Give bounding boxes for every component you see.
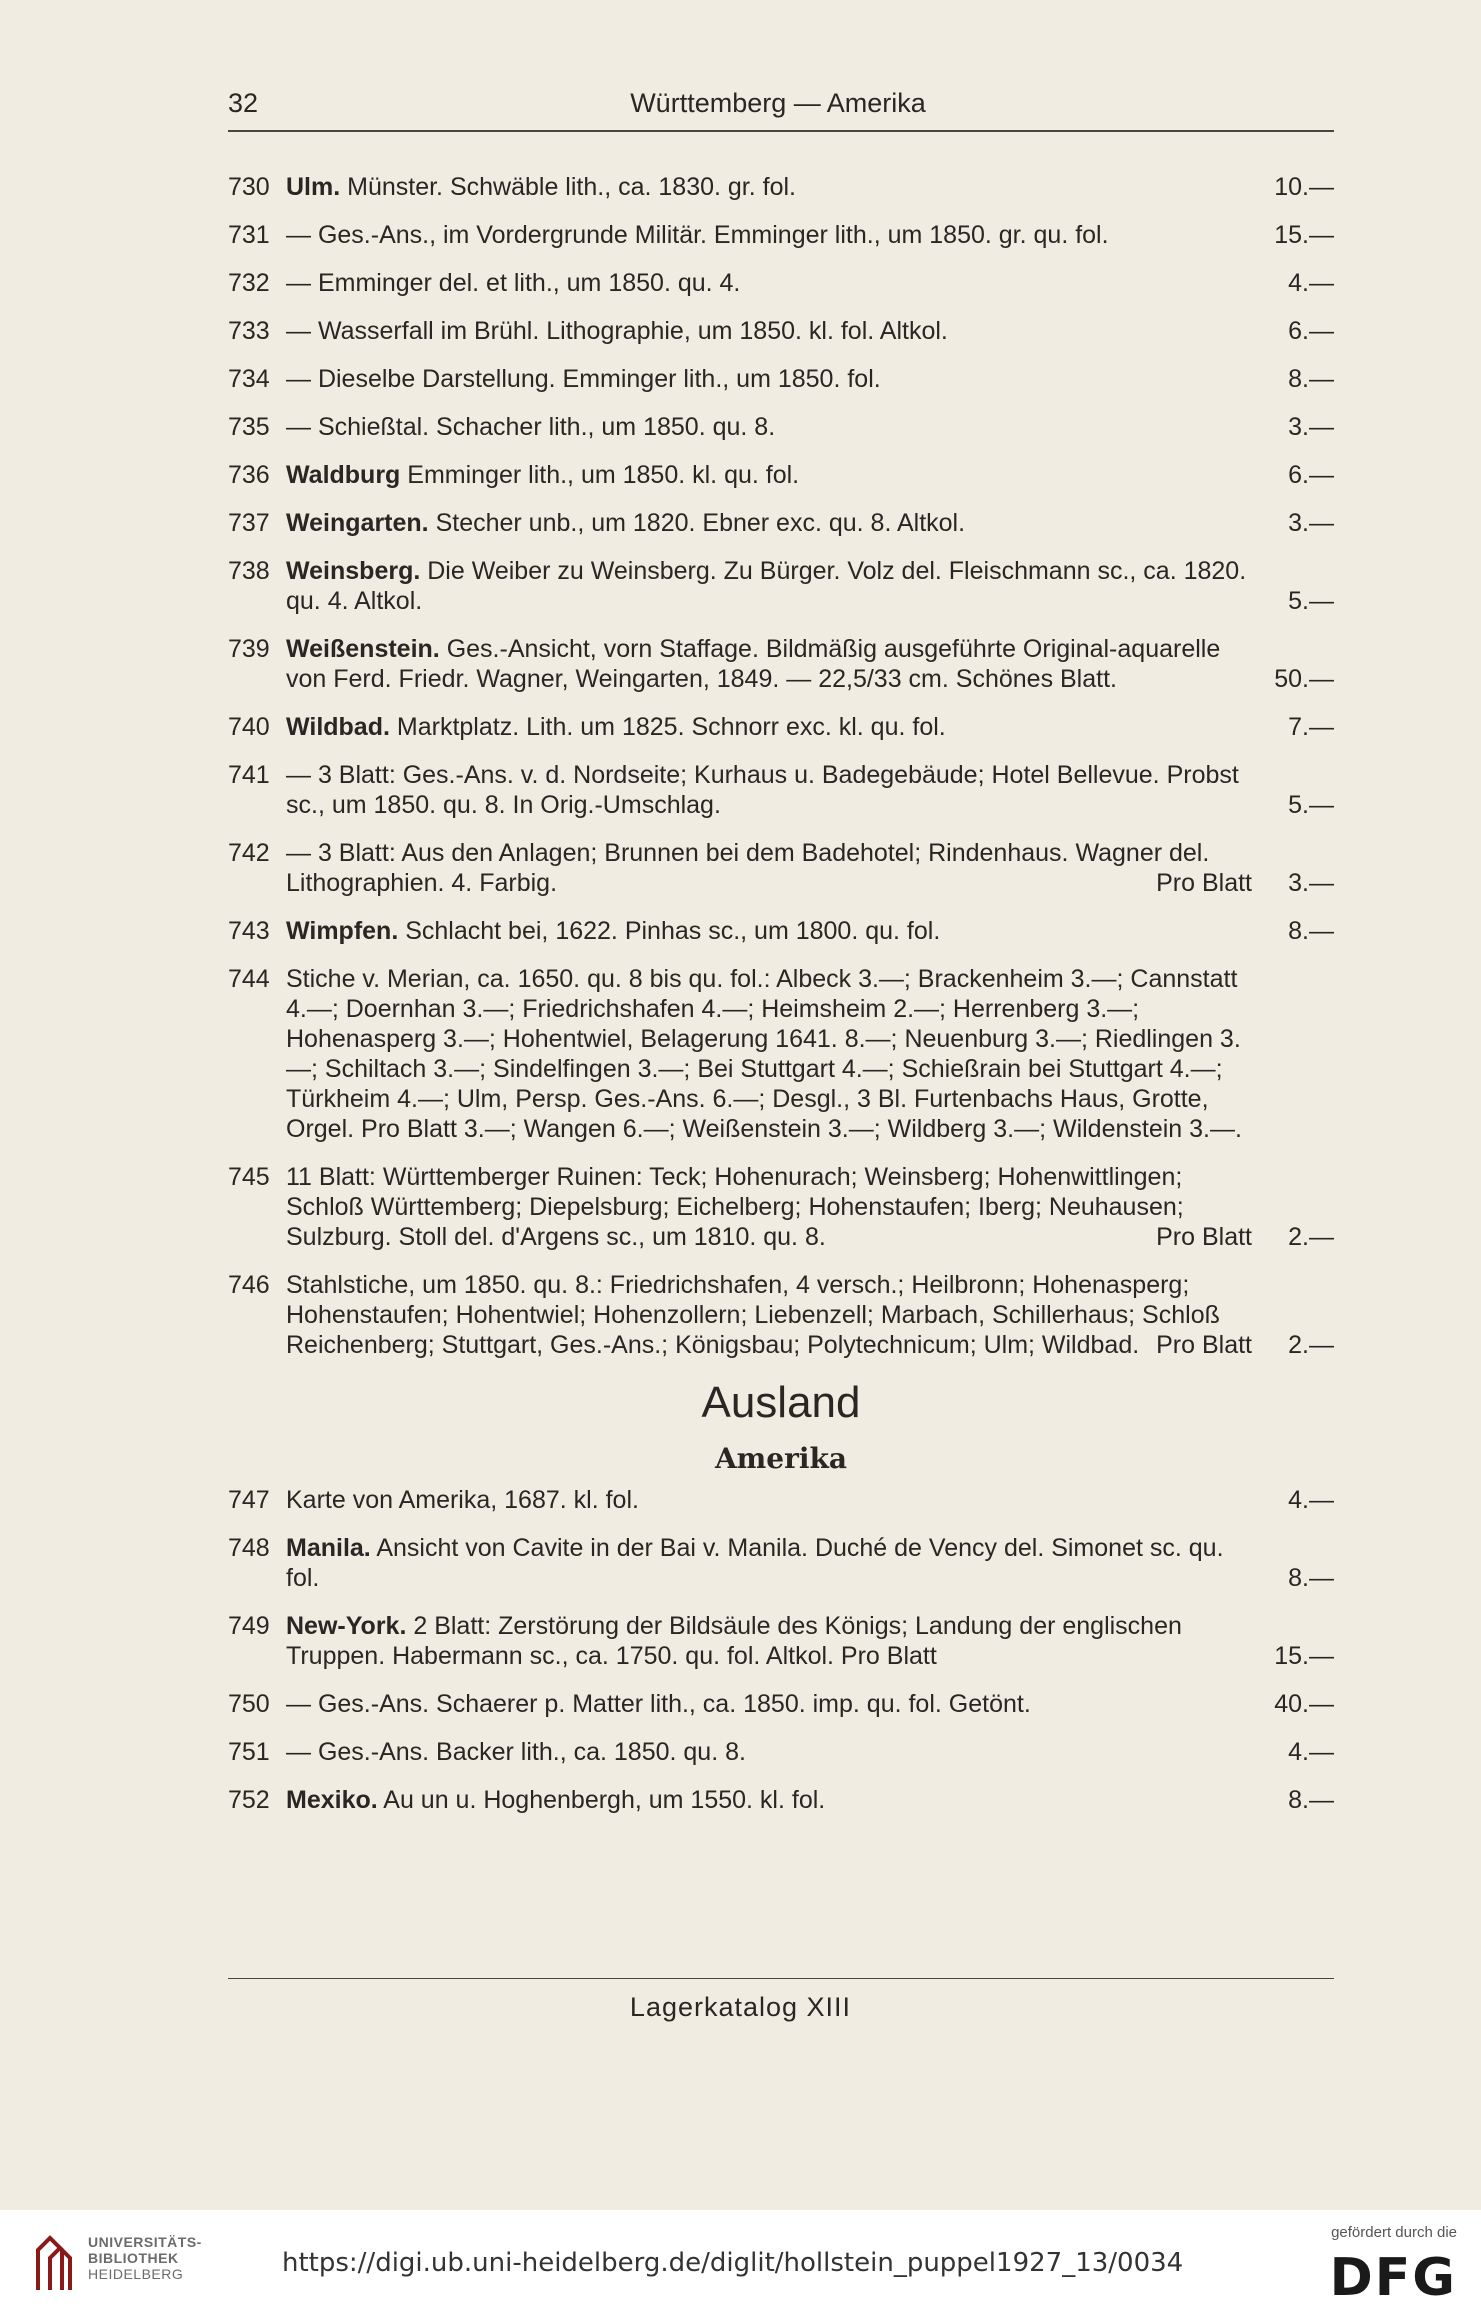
entry-price: 3.—	[1288, 413, 1334, 441]
entry-place: Weißenstein.	[286, 635, 440, 663]
entry-price: 4.—	[1288, 1738, 1334, 1766]
entry-description	[286, 1485, 1264, 1515]
entry-description	[286, 220, 1264, 250]
entry-text: Karte von Amerika, 1687. kl. fol.	[286, 1486, 639, 1514]
entry-price: 6.—	[1288, 461, 1334, 489]
entry-text: 11 Blatt: Württemberger Ruinen: Teck; Hohenurach; Weinsberg; Hohenwittlingen; Schloß Württemberg; Diepelsburg; Eichelberg; Hohenstaufen; Iberg; Neuhausen; Sulzburg. Stoll del. d'Argens sc., um 1810. qu. 8.	[286, 1163, 1184, 1251]
entry-price: 8.—	[1288, 1564, 1334, 1592]
entry-number: 752	[228, 1786, 270, 1814]
entry-number: 746	[228, 1271, 270, 1299]
entry-place: Mexiko.	[286, 1786, 378, 1814]
entry-per-sheet: Pro Blatt	[1156, 1223, 1252, 1251]
entry-text: — Ges.-Ans. Schaerer p. Matter lith., ca. 1850. imp. qu. fol. Getönt.	[286, 1690, 1031, 1718]
running-head	[222, 88, 1334, 128]
entry-place: Wimpfen.	[286, 917, 399, 945]
entry-price: 3.—	[1288, 509, 1334, 537]
catalog-entry	[228, 268, 1334, 298]
entry-number: 747	[228, 1486, 270, 1514]
catalog-entry	[228, 460, 1334, 490]
entry-text: — 3 Blatt: Ges.-Ans. v. d. Nordseite; Kurhaus u. Badegebäude; Hotel Bellevue. Probst sc., um 1850. qu. 8. In Orig.-Umschlag.	[286, 761, 1239, 819]
entry-number: 745	[228, 1163, 270, 1191]
section-subtitle: Amerika	[714, 1442, 848, 1475]
entry-number: 751	[228, 1738, 270, 1766]
entry-description	[286, 460, 1264, 490]
entry-number: 750	[228, 1690, 270, 1718]
entry-description	[286, 712, 1264, 742]
catalog-entry	[228, 916, 1334, 946]
footer-rule	[228, 1978, 1334, 1979]
entry-place: Waldburg	[286, 461, 401, 489]
entry-list-wuerttemberg	[228, 172, 1334, 1360]
entry-place: Wildbad.	[286, 713, 390, 741]
entry-description	[286, 916, 1264, 946]
viewer-bottom-bar	[0, 2210, 1481, 2321]
entry-text: Au un u. Hoghenbergh, um 1550. kl. fol.	[377, 1786, 826, 1814]
entry-number: 740	[228, 713, 270, 741]
entry-per-sheet: Pro Blatt	[1156, 869, 1252, 897]
entry-text: — Schießtal. Schacher lith., um 1850. qu. 8.	[286, 413, 776, 441]
entry-number: 734	[228, 365, 270, 393]
entry-place: New-York.	[286, 1612, 407, 1640]
entry-description	[286, 268, 1264, 298]
entry-description	[286, 172, 1264, 202]
entry-place: Weinsberg.	[286, 557, 421, 585]
catalog-entry	[228, 1785, 1334, 1815]
entry-price: 8.—	[1288, 917, 1334, 945]
entry-description	[286, 508, 1264, 538]
catalog-entry	[228, 712, 1334, 742]
entry-description	[286, 1785, 1264, 1815]
funding-note: gefördert durch die	[1331, 2224, 1457, 2241]
entry-number: 732	[228, 269, 270, 297]
entry-text: Schlacht bei, 1622. Pinhas sc., um 1800. qu. fol.	[398, 917, 941, 945]
entry-text: Emminger lith., um 1850. kl. qu. fol.	[400, 461, 800, 489]
library-line-2: BIBLIOTHEK	[88, 2250, 179, 2266]
entry-number: 731	[228, 221, 270, 249]
catalog-entry	[228, 508, 1334, 538]
entry-description	[286, 364, 1264, 394]
entry-description	[286, 316, 1264, 346]
entry-description	[286, 1270, 1264, 1360]
catalog-entry	[228, 1162, 1334, 1252]
university-library-logo-icon[interactable]	[30, 2230, 90, 2300]
entry-text: Marktplatz. Lith. um 1825. Schnorr exc. kl. qu. fol.	[389, 713, 946, 741]
entry-number: 733	[228, 317, 270, 345]
catalog-entry	[228, 1689, 1334, 1719]
entry-text: Stecher unb., um 1820. Ebner exc. qu. 8. Altkol.	[428, 509, 966, 537]
entry-place: Ulm.	[286, 173, 341, 201]
catalog-entries	[228, 172, 1334, 1833]
entry-list-amerika	[228, 1485, 1334, 1815]
entry-price: 5.—	[1288, 587, 1334, 615]
entry-price: 15.—	[1274, 221, 1334, 249]
catalog-entry	[228, 556, 1334, 616]
running-title: Württemberg — Amerika	[630, 88, 926, 118]
entry-number: 742	[228, 839, 270, 867]
entry-description	[286, 1737, 1264, 1767]
entry-price: 6.—	[1288, 317, 1334, 345]
entry-price: 8.—	[1288, 365, 1334, 393]
entry-price: 7.—	[1288, 713, 1334, 741]
dfg-logo[interactable]: DFG	[1329, 2248, 1457, 2308]
catalog-entry	[228, 760, 1334, 820]
library-name[interactable]	[88, 2234, 202, 2282]
entry-text: Die Weiber zu Weinsberg. Zu Bürger. Volz del. Fleischmann sc., ca. 1820. qu. 4. Altkol.	[286, 557, 1247, 615]
entry-price: 50.—	[1274, 665, 1334, 693]
entry-number: 749	[228, 1612, 270, 1640]
catalog-entry	[228, 364, 1334, 394]
entry-price: 2.—	[1288, 1223, 1334, 1251]
entry-place: Weingarten.	[286, 509, 429, 537]
entry-text: — Wasserfall im Brühl. Lithographie, um 1850. kl. fol. Altkol.	[286, 317, 948, 345]
entry-text: — Emminger del. et lith., um 1850. qu. 4.	[286, 269, 741, 297]
entry-price: 40.—	[1274, 1690, 1334, 1718]
entry-price: 3.—	[1288, 869, 1334, 897]
entry-number: 736	[228, 461, 270, 489]
entry-description	[286, 760, 1264, 820]
entry-price: 2.—	[1288, 1331, 1334, 1359]
catalog-entry	[228, 1611, 1334, 1671]
entry-text: 2 Blatt: Zerstörung der Bildsäule des Königs; Landung der englischen Truppen. Habermann sc., ca. 1750. qu. fol. Altkol. Pro Blatt	[286, 1612, 1182, 1670]
entry-text: Stahlstiche, um 1850. qu. 8.: Friedrichshafen, 4 versch.; Heilbronn; Hohenasperg; Hohenstaufen; Hohentwiel; Hohenzollern; Liebenzell; Marbach, Schillerhaus; Schloß Reichenberg; Stuttgart, Ges.-Ans.; Königsbau; Polytechnicum; Ulm; Wildbad.	[286, 1271, 1220, 1359]
entry-description	[286, 1611, 1264, 1671]
entry-text: Ges.-Ansicht, vorn Staffage. Bildmäßig ausgeführte Original-aquarelle von Ferd. Friedr. Wagner, Weingarten, 1849. — 22,5/33 cm. Schönes Blatt.	[286, 635, 1221, 693]
catalog-entry	[228, 964, 1334, 1144]
entry-description	[286, 1162, 1264, 1252]
entry-text: — Ges.-Ans. Backer lith., ca. 1850. qu. 8.	[286, 1738, 746, 1766]
catalog-entry	[228, 172, 1334, 202]
catalog-entry	[228, 1737, 1334, 1767]
catalog-entry	[228, 634, 1334, 694]
entry-place: Manila.	[286, 1534, 371, 1562]
catalog-entry	[228, 1485, 1334, 1515]
entry-number: 743	[228, 917, 270, 945]
entry-price: 5.—	[1288, 791, 1334, 819]
catalog-entry	[228, 316, 1334, 346]
entry-number: 735	[228, 413, 270, 441]
entry-number: 741	[228, 761, 270, 789]
entry-description	[286, 838, 1264, 898]
entry-number: 737	[228, 509, 270, 537]
section-title: Ausland	[701, 1378, 861, 1427]
entry-description	[286, 1533, 1264, 1593]
entry-description	[286, 1689, 1264, 1719]
catalog-entry	[228, 1533, 1334, 1593]
entry-price: 15.—	[1274, 1642, 1334, 1670]
entry-description	[286, 556, 1264, 616]
entry-description	[286, 634, 1264, 694]
entry-description	[286, 964, 1264, 1144]
entry-text: — Dieselbe Darstellung. Emminger lith., um 1850. fol.	[286, 365, 881, 393]
entry-number: 738	[228, 557, 270, 585]
entry-text: Ansicht von Cavite in der Bai v. Manila. Duché de Vency del. Simonet sc. qu. fol.	[286, 1534, 1224, 1592]
entry-text: — Ges.-Ans., im Vordergrunde Militär. Emminger lith., um 1850. gr. qu. fol.	[286, 221, 1109, 249]
entry-description	[286, 412, 1264, 442]
entry-number: 748	[228, 1534, 270, 1562]
permalink-url[interactable]: https://digi.ub.uni-heidelberg.de/diglit/hollstein_puppel1927_13/0034	[282, 2248, 1184, 2278]
entry-number: 739	[228, 635, 270, 663]
entry-price: 10.—	[1274, 173, 1334, 201]
header-rule	[228, 130, 1334, 132]
entry-text: Münster. Schwäble lith., ca. 1830. gr. fol.	[340, 173, 796, 201]
entry-price: 8.—	[1288, 1786, 1334, 1814]
entry-per-sheet: Pro Blatt	[1156, 1331, 1252, 1359]
entry-number: 744	[228, 965, 270, 993]
entry-price: 4.—	[1288, 269, 1334, 297]
entry-text: — 3 Blatt: Aus den Anlagen; Brunnen bei dem Badehotel; Rindenhaus. Wagner del. Lithographien. 4. Farbig.	[286, 839, 1210, 897]
catalog-footer: Lagerkatalog XIII	[629, 1992, 852, 2022]
library-line-1: UNIVERSITÄTS-	[88, 2234, 202, 2250]
catalog-entry	[228, 838, 1334, 898]
catalog-entry	[228, 412, 1334, 442]
entry-number: 730	[228, 173, 270, 201]
library-line-3: HEIDELBERG	[88, 2266, 184, 2282]
catalog-entry	[228, 1270, 1334, 1360]
page-number: 32	[228, 88, 259, 118]
entry-price: 4.—	[1288, 1486, 1334, 1514]
entry-text: Stiche v. Merian, ca. 1650. qu. 8 bis qu. fol.: Albeck 3.—; Brackenheim 3.—; Cannstatt 4.—; Doernhan 3.—; Friedrichshafen 4.—; Heimsheim 2.—; Herrenberg 3.—; Hohenasperg 3.—; Hohentwiel, Belagerung 1641. 8.—; Neuenburg 3.—; Riedlingen 3.—; Schiltach 3.—; Sindelfingen 3.—; Bei Stuttgart 4.—; Schießrain bei Stuttgart 4.—; Türkheim 4.—; Ulm, Persp. Ges.-Ans. 6.—; Desgl., 3 Bl. Furtenbachs Haus, Grotte, Orgel. Pro Blatt 3.—; Wangen 6.—; Weißenstein 3.—; Wildberg 3.—; Wildenstein 3.—.	[286, 965, 1242, 1143]
catalog-entry	[228, 220, 1334, 250]
